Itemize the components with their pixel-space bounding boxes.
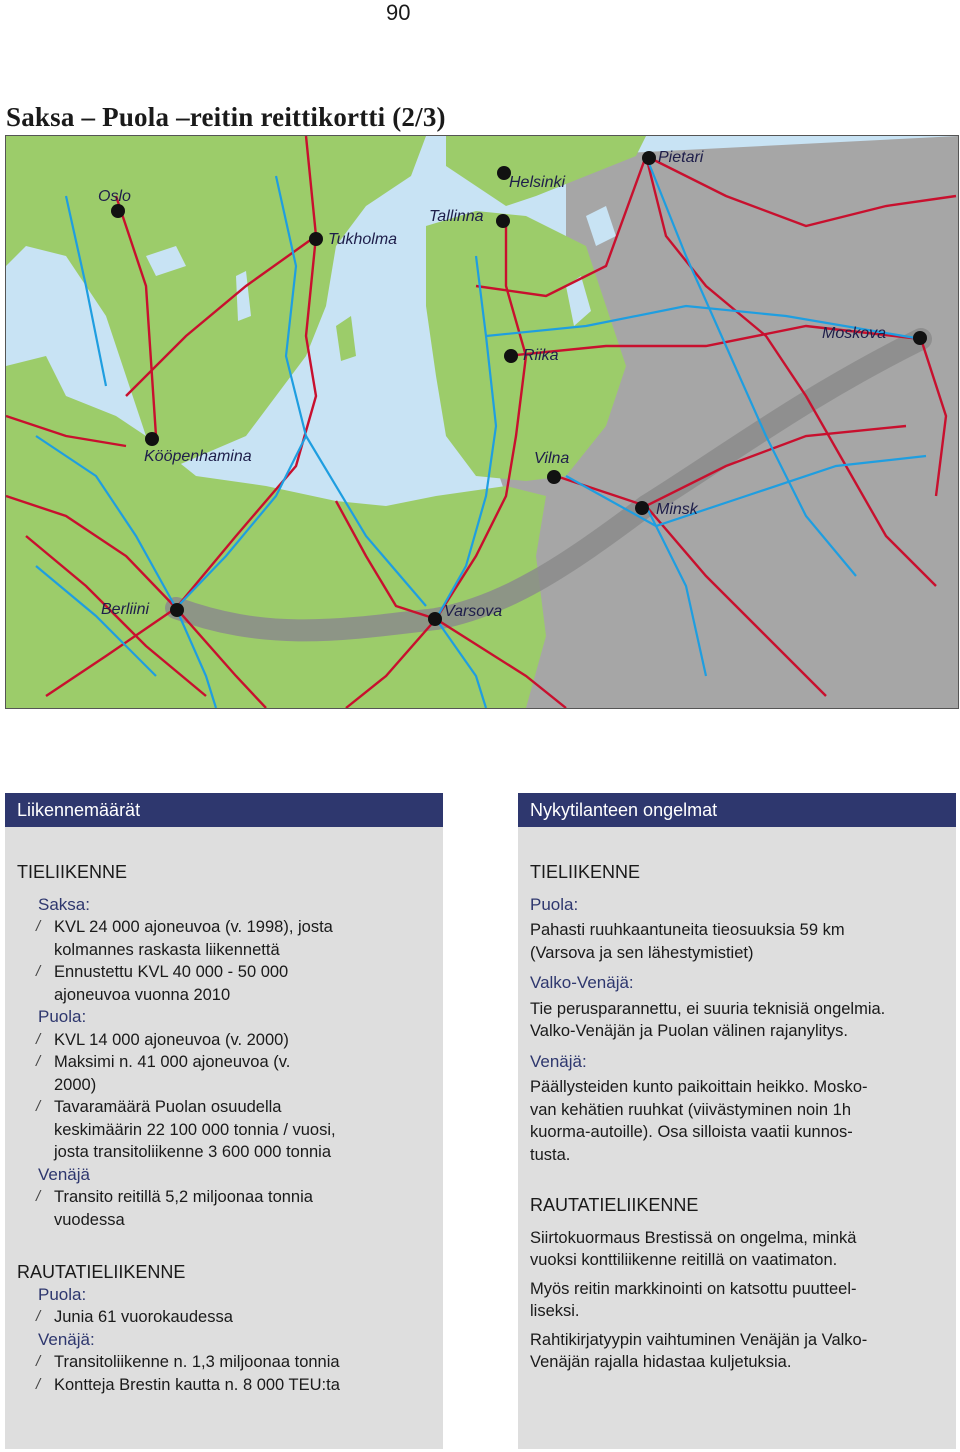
city-dot-vilna <box>547 470 561 484</box>
text-line: Tie perusparannettu, ei suuria teknisiä ongelmia. <box>530 999 886 1018</box>
city-dot-varsova <box>428 612 442 626</box>
bullet-mark-icon: / <box>36 1308 41 1325</box>
panel-header-current-problems: Nykytilanteen ongelmat <box>518 793 956 827</box>
venaja-label: Venäjä <box>38 1164 90 1184</box>
bullet-mark-icon: / <box>36 1053 41 1070</box>
page-title: Saksa – Puola –reitin reittikortti (2/3) <box>6 102 446 132</box>
rail-venaja-label: Venäjä: <box>38 1329 95 1349</box>
bullet-text-line: KVL 14 000 ajoneuvoa (v. 2000) <box>54 1030 289 1049</box>
bullet-text-line: Tavaramäärä Puolan osuudella <box>54 1098 282 1116</box>
bullet-item <box>17 1051 431 1096</box>
city-dot-tukholma <box>309 232 323 246</box>
bullet-mark-icon: / <box>36 918 41 935</box>
puola-bullets <box>17 1029 431 1164</box>
rail-problems-heading: RAUTATIELIIKENNE <box>530 1195 699 1215</box>
text-line: liseksi. <box>530 1302 580 1320</box>
bullet-item <box>17 1351 431 1374</box>
bullet-item <box>17 1306 431 1329</box>
bullet-text-line: Maksimi n. 41 000 ajoneuvoa (v. <box>54 1053 291 1071</box>
traffic-volumes-panel <box>5 793 443 1449</box>
bullet-item <box>17 1096 431 1164</box>
bullet-text-line: KVL 24 000 ajoneuvoa (v. 1998), josta <box>54 918 333 936</box>
rail-venaja-bullets <box>17 1351 431 1396</box>
bullet-item <box>17 1029 431 1052</box>
puola-label: Puola: <box>38 1007 87 1026</box>
text-line: Siirtokuormaus Brestissä on ongelma, minkä <box>530 1228 857 1247</box>
city-dot-moskova <box>913 331 927 345</box>
venaja-bullets <box>17 1186 431 1231</box>
bullet-text-line: Transitoliikenne n. 1,3 miljoonaa tonnia <box>54 1353 340 1371</box>
bullet-text-line: kolmannes raskasta liikennettä <box>54 940 280 959</box>
city-label-oslo: Oslo <box>98 188 131 205</box>
bullet-text-line: Junia 61 vuorokaudessa <box>54 1308 233 1326</box>
rail-puola-label: Puola: <box>38 1284 87 1304</box>
valko-venaja-text <box>530 998 944 1043</box>
puola-problems-label: Puola: <box>530 894 579 914</box>
bullet-text-line: Ennustettu KVL 40 000 - 50 000 <box>54 963 289 981</box>
rail-problem-3 <box>530 1329 944 1374</box>
city-label-pietari: Pietari <box>658 149 704 166</box>
venaja-problems-label: Venäjä: <box>530 1051 587 1071</box>
bullet-text-line: 2000) <box>54 1075 97 1094</box>
bullet-mark-icon: / <box>36 1030 41 1048</box>
text-line: Venäjän rajalla hidastaa kuljetuksia. <box>530 1353 792 1371</box>
city-label-helsinki: Helsinki <box>509 174 566 191</box>
city-dot-pietari <box>642 151 656 165</box>
bullet-mark-icon: / <box>36 963 41 980</box>
saksa-bullets <box>17 916 431 1006</box>
route-map <box>5 135 959 709</box>
bullet-text-line: keskimäärin 22 100 000 tonnia / vuosi, <box>54 1120 336 1139</box>
bullet-text-line: Transito reitillä 5,2 miljoonaa tonnia <box>54 1188 313 1206</box>
text-line: van kehätien ruuhkat (viivästyminen noin 1h <box>530 1100 852 1119</box>
text-line: (Varsova ja sen lähestymistiet) <box>530 943 754 962</box>
rail-problem-1 <box>530 1227 944 1272</box>
city-dot-riika <box>504 349 518 363</box>
puola-problems-text <box>530 919 944 964</box>
bullet-mark-icon: / <box>36 1353 41 1370</box>
saksa-label: Saksa: <box>38 894 90 914</box>
gotland <box>336 316 356 361</box>
city-label-moskova: Moskova <box>822 325 887 342</box>
road-traffic-heading: TIELIIKENNE <box>17 862 128 882</box>
bullet-item <box>17 1374 431 1397</box>
text-line: Päällysteiden kunto paikoittain heikko. Mosko- <box>530 1078 868 1096</box>
current-problems-panel <box>518 793 956 1449</box>
rail-puola-bullets <box>17 1306 431 1329</box>
bullet-item <box>17 961 431 1006</box>
city-label-berliini: Berliini <box>101 601 150 618</box>
text-line: Valko-Venäjän ja Puolan välinen rajanylitys. <box>530 1022 848 1040</box>
text-line: tusta. <box>530 1145 571 1164</box>
text-line: Pahasti ruuhkaantuneita tieosuuksia 59 km <box>530 921 845 939</box>
bullet-text-line: josta transitoliikenne 3 600 000 tonnia <box>54 1143 332 1161</box>
city-dot-kopenhamina <box>145 432 159 446</box>
page-number: 90 <box>386 0 411 25</box>
city-dot-berliini <box>170 603 184 617</box>
map-svg <box>6 136 958 708</box>
text-line: Myös reitin markkinointi on katsottu puutteel- <box>530 1279 857 1298</box>
city-label-tukholma: Tukholma <box>328 231 398 248</box>
bullet-mark-icon: / <box>36 1098 41 1115</box>
city-dot-tallinna <box>496 214 510 228</box>
venaja-problems-text <box>530 1076 944 1166</box>
city-label-tallinna: Tallinna <box>429 208 484 225</box>
valko-venaja-label: Valko-Venäjä: <box>530 973 634 992</box>
city-dot-minsk <box>635 501 649 515</box>
city-label-riika: Riika <box>523 347 559 364</box>
road-problems-heading: TIELIIKENNE <box>530 862 641 882</box>
bullet-item <box>17 916 431 961</box>
rail-problem-2 <box>530 1278 944 1323</box>
city-label-kopenhamina: Kööpenhamina <box>144 448 252 465</box>
rail-traffic-heading: RAUTATIELIIKENNE <box>17 1262 186 1282</box>
bullet-mark-icon: / <box>36 1188 41 1205</box>
panel-header-traffic-volumes: Liikennemäärät <box>5 793 443 827</box>
text-line: Rahtikirjatyypin vaihtuminen Venäjän ja Valko- <box>530 1330 868 1349</box>
text-line: vuoksi konttiliikenne reitillä on vaatimaton. <box>530 1251 838 1269</box>
city-label-minsk: Minsk <box>656 501 698 518</box>
text-line: kuorma-autoille). Osa silloista vaatii kunnos- <box>530 1123 853 1141</box>
bullet-mark-icon: / <box>36 1375 41 1393</box>
city-dot-oslo <box>111 204 125 218</box>
bullet-text-line: Kontteja Brestin kautta n. 8 000 TEU:ta <box>54 1375 340 1394</box>
bullet-text-line: ajoneuvoa vuonna 2010 <box>54 985 231 1004</box>
bullet-text-line: vuodessa <box>54 1210 125 1229</box>
bullet-item <box>17 1186 431 1231</box>
city-label-vilna: Vilna <box>534 450 570 467</box>
city-label-varsova: Varsova <box>444 603 503 620</box>
